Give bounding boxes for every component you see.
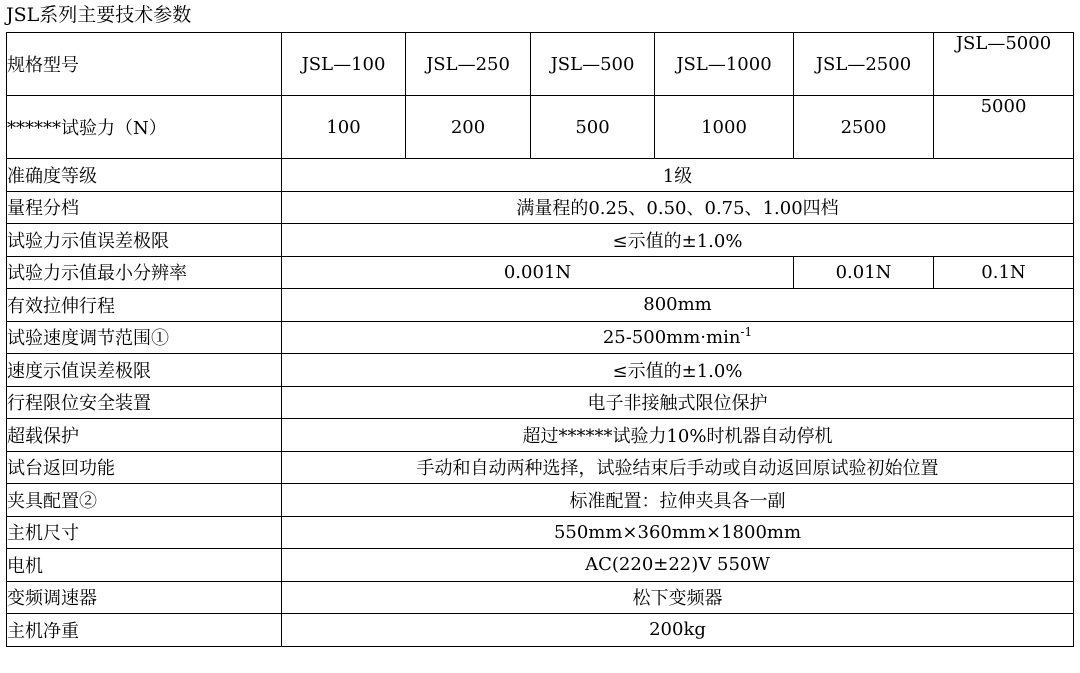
model-cell: JSL—250 — [406, 33, 531, 96]
row-value: 0.1N — [934, 256, 1074, 289]
row-label: 试台返回功能 — [7, 451, 282, 484]
row-value: 0.001N — [282, 256, 794, 289]
page-title: JSL系列主要技术参数 — [6, 4, 192, 26]
row-value: ≤示值的±1.0% — [282, 354, 1074, 387]
row-value: 550mm×360mm×1800mm — [282, 516, 1074, 549]
row-value: 满量程的0.25、0.50、0.75、1.00四档 — [282, 191, 1074, 224]
row-value: 电子非接触式限位保护 — [282, 386, 1074, 419]
table-row — [7, 191, 1074, 224]
table-row — [7, 321, 1074, 354]
table-row — [7, 159, 1074, 192]
speed-unit-exponent: -1 — [740, 324, 753, 339]
row-label: 夹具配置② — [7, 484, 282, 517]
model-cell: JSL—500 — [531, 33, 655, 96]
row-label: 电机 — [7, 549, 282, 582]
row-value: 0.01N — [794, 256, 934, 289]
table-row — [7, 516, 1074, 549]
max-force-cell: 5000 — [934, 96, 1074, 159]
row-value: 1级 — [282, 159, 1074, 192]
model-cell: JSL—1000 — [655, 33, 794, 96]
max-force-cell: 100 — [282, 96, 406, 159]
row-value: 松下变频器 — [282, 581, 1074, 614]
row-value — [282, 321, 1074, 354]
row-label: 速度示值误差极限 — [7, 354, 282, 387]
row-label: 超载保护 — [7, 419, 282, 452]
table-row — [7, 386, 1074, 419]
model-cell: JSL—5000 — [934, 33, 1074, 96]
row-label: 有效拉伸行程 — [7, 289, 282, 322]
table-row — [7, 289, 1074, 322]
row-value: ≤示值的±1.0% — [282, 224, 1074, 257]
max-force-cell: 200 — [406, 96, 531, 159]
table-row — [7, 581, 1074, 614]
model-label: 规格型号 — [7, 33, 282, 96]
max-force-row — [7, 96, 1074, 159]
model-cell: JSL—100 — [282, 33, 406, 96]
max-force-cell: 500 — [531, 96, 655, 159]
row-label: 试验力示值最小分辨率 — [7, 256, 282, 289]
model-row — [7, 33, 1074, 96]
table-row — [7, 354, 1074, 387]
row-value: AC(220±22)V 550W — [282, 549, 1074, 582]
row-label: 主机净重 — [7, 614, 282, 647]
row-label: 试验速度调节范围① — [7, 321, 282, 354]
row-label: 主机尺寸 — [7, 516, 282, 549]
spec-table — [6, 32, 1074, 647]
table-row — [7, 484, 1074, 517]
max-force-label: ******试验力（N） — [7, 96, 282, 159]
table-row — [7, 614, 1074, 647]
row-value: 标准配置：拉伸夹具各一副 — [282, 484, 1074, 517]
table-row — [7, 256, 1074, 289]
row-value: 200kg — [282, 614, 1074, 647]
row-value: 手动和自动两种选择，试验结束后手动或自动返回原试验初始位置 — [282, 451, 1074, 484]
table-row — [7, 451, 1074, 484]
row-label: 试验力示值误差极限 — [7, 224, 282, 257]
row-label: 准确度等级 — [7, 159, 282, 192]
max-force-cell: 1000 — [655, 96, 794, 159]
table-row — [7, 549, 1074, 582]
model-cell: JSL—2500 — [794, 33, 934, 96]
speed-range-text: 25-500mm·min — [602, 326, 741, 348]
row-label: 行程限位安全装置 — [7, 386, 282, 419]
max-force-cell: 2500 — [794, 96, 934, 159]
row-label: 变频调速器 — [7, 581, 282, 614]
table-row — [7, 419, 1074, 452]
table-row — [7, 224, 1074, 257]
row-label: 量程分档 — [7, 191, 282, 224]
row-value: 800mm — [282, 289, 1074, 322]
row-value: 超过******试验力10%时机器自动停机 — [282, 419, 1074, 452]
